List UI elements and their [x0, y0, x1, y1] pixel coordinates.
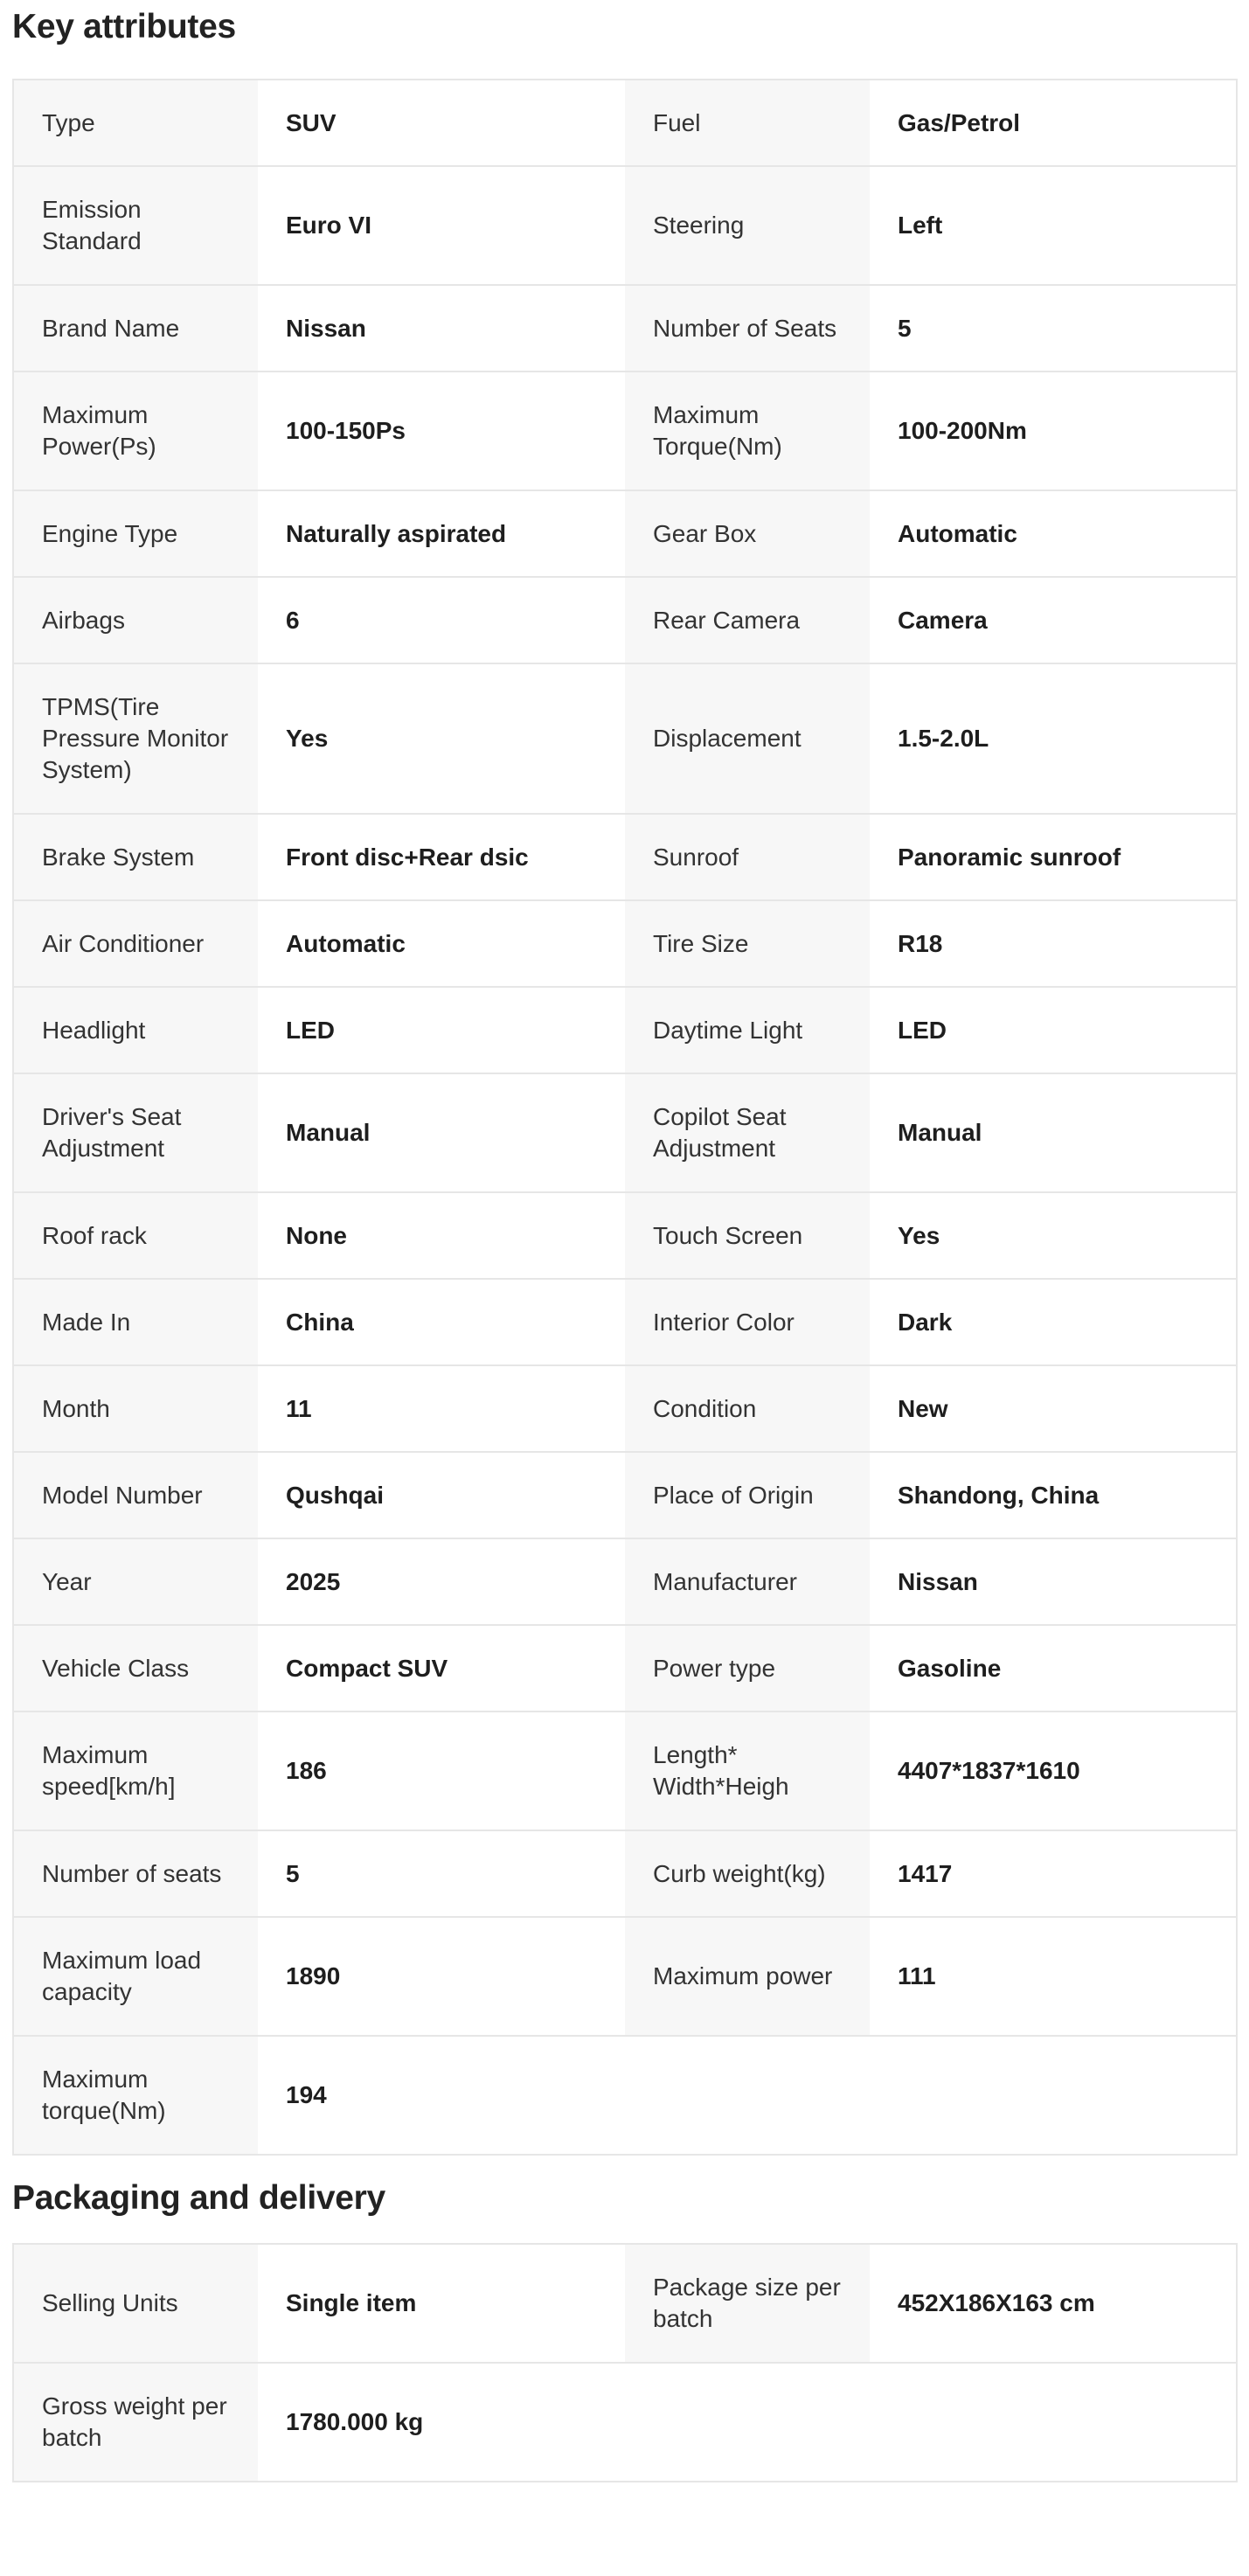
table-row	[13, 2036, 1237, 2155]
attribute-label: Month	[13, 1365, 258, 1452]
empty-cell	[625, 2363, 1237, 2482]
table-row	[13, 285, 1237, 371]
attribute-value: New	[870, 1365, 1237, 1452]
attribute-label: Place of Origin	[625, 1452, 870, 1538]
attribute-value: Nissan	[870, 1538, 1237, 1625]
attribute-label: Maximum power	[625, 1917, 870, 2036]
table-row	[13, 2244, 1237, 2363]
attribute-value: 5	[258, 1830, 625, 1917]
attribute-value: 452X186X163 cm	[870, 2244, 1237, 2363]
attribute-value: 100-200Nm	[870, 371, 1237, 490]
attribute-value: 1417	[870, 1830, 1237, 1917]
attribute-value: Nissan	[258, 285, 625, 371]
table-row	[13, 2363, 1237, 2482]
attribute-value: LED	[870, 987, 1237, 1073]
packaging-delivery-table	[12, 2243, 1238, 2482]
table-row	[13, 900, 1237, 987]
attribute-value: Left	[870, 166, 1237, 285]
attribute-value: Shandong, China	[870, 1452, 1237, 1538]
attribute-value: 11	[258, 1365, 625, 1452]
table-row	[13, 166, 1237, 285]
attribute-label: Made In	[13, 1279, 258, 1365]
attribute-value: None	[258, 1192, 625, 1279]
attribute-value: Euro VI	[258, 166, 625, 285]
table-row	[13, 1625, 1237, 1712]
table-row	[13, 1917, 1237, 2036]
attribute-label: Model Number	[13, 1452, 258, 1538]
attribute-value: Manual	[258, 1073, 625, 1192]
table-row	[13, 80, 1237, 166]
attribute-value: Naturally aspirated	[258, 490, 625, 577]
attribute-label: Daytime Light	[625, 987, 870, 1073]
attribute-value: 5	[870, 285, 1237, 371]
table-row	[13, 1452, 1237, 1538]
attribute-label: Roof rack	[13, 1192, 258, 1279]
table-row	[13, 1712, 1237, 1830]
attribute-label: Tire Size	[625, 900, 870, 987]
attribute-value: Yes	[870, 1192, 1237, 1279]
table-row	[13, 663, 1237, 814]
attribute-label: Gear Box	[625, 490, 870, 577]
table-row	[13, 987, 1237, 1073]
attribute-value: 6	[258, 577, 625, 663]
attribute-value: Yes	[258, 663, 625, 814]
attribute-label: Air Conditioner	[13, 900, 258, 987]
table-row	[13, 371, 1237, 490]
attribute-label: Brand Name	[13, 285, 258, 371]
attribute-value: Compact SUV	[258, 1625, 625, 1712]
table-row	[13, 1279, 1237, 1365]
attribute-label: Driver's Seat Adjustment	[13, 1073, 258, 1192]
attribute-label: Package size per batch	[625, 2244, 870, 2363]
attribute-label: Maximum speed[km/h]	[13, 1712, 258, 1830]
table-row	[13, 814, 1237, 900]
attribute-value: Automatic	[870, 490, 1237, 577]
attribute-label: Gross weight per batch	[13, 2363, 258, 2482]
packaging-delivery-title: Packaging and delivery	[12, 2179, 385, 2217]
table-row	[13, 577, 1237, 663]
attribute-value: 111	[870, 1917, 1237, 2036]
attribute-value: LED	[258, 987, 625, 1073]
attribute-label: Engine Type	[13, 490, 258, 577]
attribute-label: Number of Seats	[625, 285, 870, 371]
attribute-value: Gas/Petrol	[870, 80, 1237, 166]
attribute-label: Type	[13, 80, 258, 166]
table-row	[13, 1538, 1237, 1625]
attribute-label: Steering	[625, 166, 870, 285]
attribute-value: 4407*1837*1610	[870, 1712, 1237, 1830]
attribute-value: SUV	[258, 80, 625, 166]
attribute-value: 1780.000 kg	[258, 2363, 625, 2482]
attribute-value: Panoramic sunroof	[870, 814, 1237, 900]
attribute-label: Manufacturer	[625, 1538, 870, 1625]
attribute-value: Single item	[258, 2244, 625, 2363]
attribute-value: Gasoline	[870, 1625, 1237, 1712]
attribute-label: Power type	[625, 1625, 870, 1712]
attribute-value: Dark	[870, 1279, 1237, 1365]
empty-cell	[625, 2036, 1237, 2155]
attribute-label: Fuel	[625, 80, 870, 166]
key-attributes-table	[12, 79, 1238, 2156]
attribute-label: Condition	[625, 1365, 870, 1452]
attribute-label: Length* Width*Heigh	[625, 1712, 870, 1830]
attribute-value: 2025	[258, 1538, 625, 1625]
attribute-label: Maximum Power(Ps)	[13, 371, 258, 490]
attribute-label: Airbags	[13, 577, 258, 663]
attribute-value: R18	[870, 900, 1237, 987]
key-attributes-title: Key attributes	[12, 8, 236, 45]
attribute-value: 186	[258, 1712, 625, 1830]
attribute-value: China	[258, 1279, 625, 1365]
table-row	[13, 1192, 1237, 1279]
attribute-label: Interior Color	[625, 1279, 870, 1365]
attribute-label: Curb weight(kg)	[625, 1830, 870, 1917]
attribute-value: 1890	[258, 1917, 625, 2036]
attribute-label: Brake System	[13, 814, 258, 900]
attribute-value: Qushqai	[258, 1452, 625, 1538]
attribute-label: Touch Screen	[625, 1192, 870, 1279]
attribute-label: Number of seats	[13, 1830, 258, 1917]
attribute-value: 100-150Ps	[258, 371, 625, 490]
attribute-label: Sunroof	[625, 814, 870, 900]
attribute-label: Year	[13, 1538, 258, 1625]
attribute-value: 1.5-2.0L	[870, 663, 1237, 814]
attribute-label: Headlight	[13, 987, 258, 1073]
table-row	[13, 1365, 1237, 1452]
attribute-value: 194	[258, 2036, 625, 2155]
attribute-value: Automatic	[258, 900, 625, 987]
attribute-label: Emission Standard	[13, 166, 258, 285]
attribute-label: Vehicle Class	[13, 1625, 258, 1712]
table-row	[13, 1830, 1237, 1917]
table-row	[13, 1073, 1237, 1192]
attribute-label: Selling Units	[13, 2244, 258, 2363]
attribute-value: Camera	[870, 577, 1237, 663]
attribute-label: Maximum load capacity	[13, 1917, 258, 2036]
attribute-value: Front disc+Rear dsic	[258, 814, 625, 900]
attribute-label: Displacement	[625, 663, 870, 814]
attribute-label: Rear Camera	[625, 577, 870, 663]
attribute-label: Maximum Torque(Nm)	[625, 371, 870, 490]
attribute-label: TPMS(Tire Pressure Monitor System)	[13, 663, 258, 814]
attribute-label: Copilot Seat Adjustment	[625, 1073, 870, 1192]
attribute-label: Maximum torque(Nm)	[13, 2036, 258, 2155]
table-row	[13, 490, 1237, 577]
attribute-value: Manual	[870, 1073, 1237, 1192]
